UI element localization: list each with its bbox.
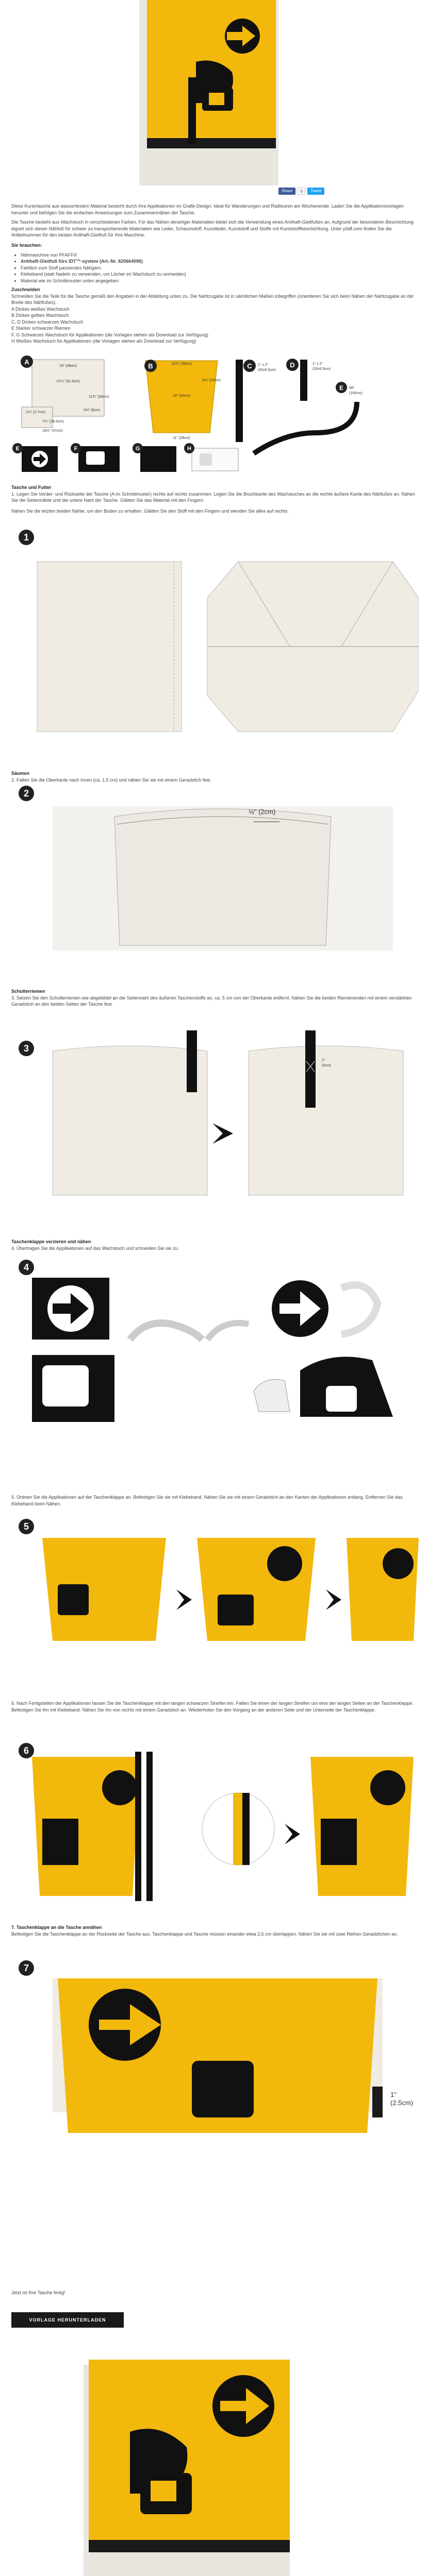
bag-step1b: Nähen Sie die letzten beiden Nähte, um den Boden zu erhalten. Glätten Sie den Stoff mit den Fingern und wenden Sie alles auf rechts. <box>11 508 289 514</box>
step-number-4: 4 <box>19 1260 34 1275</box>
attach-heading: 7. Taschenklappe an die Tasche annähen <box>11 1925 102 1930</box>
attach-measure-2: (2.5cm) <box>390 2099 414 2107</box>
step7-illustration <box>11 1958 419 2143</box>
pattern-label-h: H <box>187 446 191 452</box>
intro-paragraph-1: Diese Kuriertasche aus wasserfestem Material besticht durch ihre Applikationen im Grafik-Design. Ideal für Wanderungen und Radtouren am Wochenende. Laden Sie die Applikationsvorlagen herunter und befolgen Sie die einfachen Anweisungen zum Zusammennähen der Tasche. <box>11 204 404 215</box>
a-dim-bl1: 1⅛" (2.7cm) <box>26 411 45 414</box>
step2-illustration <box>11 786 419 951</box>
materials-item: • Nähmaschine von PFAFF® <box>21 252 419 259</box>
cutting-section <box>11 286 419 345</box>
seams-section <box>11 770 419 785</box>
a-dim-top: 19" (48cm) <box>59 364 77 368</box>
bag-heading: Tasche und Futter <box>11 485 52 490</box>
b-dim-top: 13¾" (35cm) <box>171 362 192 366</box>
step4-illustration <box>11 1257 419 1443</box>
pattern-label-d: D <box>290 361 295 369</box>
intro-text <box>11 203 419 240</box>
flap-step5: 5. Ordnen Sie die Applikationen auf der Taschenklappe an. Befestigen Sie sie mit Klebeband. Nähen Sie sie mit einem Geradstich an den Kanten der Applikationen entlang. Entfernen Sie das Klebeband beim Nähen. <box>11 1495 403 1506</box>
seams-step2: 2. Falten Sie die Oberkante nach innen (ca. 1,5 cm) und nähen Sie sie mit einem Geradstich fest. <box>11 777 211 783</box>
final-bag-photo <box>11 2344 419 2576</box>
pattern-label-a-text: A <box>24 358 29 366</box>
hero-bag-photo <box>0 0 428 185</box>
materials-item: • Material wie im Schnittmuster unten angegeben <box>21 278 419 284</box>
materials-item: • Farblich zum Stoff passendes Nähgarn <box>21 265 419 272</box>
b-dim-bottom: 11" (28cm) <box>173 436 190 440</box>
intro-paragraph-2: Die Tasche besteht aus Wachstuch in verschiedenen Farben. Für das Nähen derartiger Materialien bietet sich die Verwendung eines Antihaft-Gleitfußes an. Aufgrund der besonderen Beschichtung eignet sich dieser Nähfuß für schwer zu transportierende Materialien wie Leder, Schaumstoff, Kunstleder, Kunststoff und Stoffe mit Kunststoffbeschichtung. Unter pfaff.com finden Sie die Artikelnummer für den besten Antihaft-Gleitfuß für Ihre Maschine. <box>11 219 414 238</box>
flap-step6-text <box>11 1700 419 1715</box>
attach-measure-1: 1" <box>390 2091 397 2098</box>
cutting-heading: Zuschneiden <box>11 287 40 292</box>
pattern-label-g: G <box>135 446 140 452</box>
step-number-3: 3 <box>19 1041 34 1056</box>
share-count: 0 <box>298 188 305 195</box>
closing-done: Jetzt ist Ihre Tasche fertig! <box>11 2290 65 2295</box>
straps-measure-2: (5cm) <box>322 1064 331 1067</box>
b-dim-side: 9½" (24cm) <box>202 379 221 382</box>
flap-step4: 4. Übertragen Sie die Applikationen auf das Wachstuch und schneiden Sie sie zu. <box>11 1245 179 1251</box>
step5-illustration <box>11 1517 419 1651</box>
materials-list <box>21 252 419 284</box>
pattern-label-e: E <box>15 446 20 452</box>
closing-text <box>11 2290 419 2298</box>
step-number-7: 7 <box>19 1960 34 1976</box>
seams-heading: Säumen <box>11 771 30 776</box>
materials-item: • Klebeband (statt Nadeln zu verwenden, um Löcher im Wachstuch zu vermeiden) <box>21 271 419 278</box>
bag-section <box>11 484 419 516</box>
step6-illustration <box>11 1741 419 1906</box>
materials-heading: Sie brauchen: <box>11 243 42 248</box>
step3-illustration <box>11 1020 419 1206</box>
flap-step6: 6. Nach Fertigstellen der Applikationen fassen Sie die Taschenklappe mit den langen schwarzen Streifen ein. Falten Sie einen der langen Streifen um eine der langen Seiten an der Taschenklappe. Befestigen Sie ihn mit Klebeband. Nähen Sie ihn von rechts mit einem Geradstich an. Wiederholen Sie den Vorgang an der anderen Seite und der Unterseite der Taschenklappe. <box>11 1701 414 1713</box>
pattern-label-e-right: E <box>339 384 344 392</box>
pattern-label-b: B <box>148 362 153 370</box>
flap-heading: Taschenklappe verzieren und nähen <box>11 1239 91 1244</box>
step-number-1: 1 <box>19 530 34 545</box>
cutting-line: E Starker schwarzer Riemen <box>11 326 71 331</box>
cutting-line: B Dickes gelbes Wachstuch <box>11 313 69 318</box>
attach-section <box>11 1924 419 1939</box>
e-dim-1: 58" <box>349 386 355 390</box>
materials-item: • Antihaft-Gleitfuß fürs IDT™-system (Art.-Nr. 820664096) <box>21 258 419 265</box>
c-dim-2: (40x5.5cm) <box>258 368 276 372</box>
step-number-2: 2 <box>19 786 34 801</box>
materials-section <box>11 242 419 284</box>
pattern-diagram <box>11 350 419 477</box>
flap-step5-text <box>11 1494 419 1509</box>
step-number-6: 6 <box>19 1743 34 1758</box>
straps-heading: Schulterriemen <box>11 989 45 994</box>
cutting-line: Schneiden Sie die Teile für die Tasche gemäß den Angaben in der Abbildung unten zu. Die Nahtzugabe ist in sämtlichen Maßen inbegriffen (orientieren Sie sich beim Nähen der Nahtzugabe an der Breite des Nähfußes). <box>11 293 414 305</box>
facebook-share-button[interactable]: Share <box>278 188 295 195</box>
download-template-button[interactable]: VORLAGE HERUNTERLADEN <box>11 2312 124 2328</box>
straps-measure-1: 2" <box>322 1059 325 1062</box>
pattern-label-f: F <box>74 446 78 452</box>
cutting-line: F, G Schwarzes Wachstuch für Applikationen (die Vorlagen stehen als Download zur Verfügung) <box>11 332 208 337</box>
step-number-5: 5 <box>19 1519 34 1534</box>
a-dim-bl2: 7¼" (18.5cm) <box>42 420 64 423</box>
cutting-line: H Weißes Wachstuch für Applikationen (die Vorlagen stehen als Download zur Verfügung) <box>11 338 196 344</box>
tweet-button[interactable]: Tweet <box>307 188 324 195</box>
a-dim-small: 3⅛" (8cm) <box>84 409 101 412</box>
pattern-label-c: C <box>247 362 252 370</box>
c-dim-1: 1" x 2" <box>258 363 269 367</box>
flap-section <box>11 1239 419 1253</box>
seams-measure: ½" (2cm) <box>249 808 276 816</box>
a-dim-side: 11¾" (30cm) <box>89 395 109 399</box>
straps-step3: 3. Setzen Sie den Schulterriemen wie abgebildet an die Seitennaht des äußeren Taschenstoffs an, ca. 5 cm von der Oberkante entfernt. Nähen Sie die beiden Riemenenden mit einem verstärkten Geradstich an den beiden Seiten der Tasche fest. <box>11 995 412 1007</box>
step1-illustration <box>11 531 419 757</box>
attach-step7: Befestigen Sie die Taschenklappe an der Rückseite der Tasche aus. Taschenklappe und Tasche müssen einander etwa 2,5 cm überlappen. Nähen Sie sie mit zwei Reihen Geradstichen an. <box>11 1931 398 1937</box>
bag-step1: 1. Legen Sie Vorder- und Rückseite der Tasche (A im Schnittmuster) rechts auf rechts zusammen. Legen Sie die Bruchkante des Wachstuches an die rechte äußere Kante des Nähfußes an. Nähen Sie die Seitennähte und die untere Naht der Tasche. Glätten Sie das Material mit den Fingern. <box>11 491 415 503</box>
a-dim-bottom: 18½" (47cm) <box>42 429 63 433</box>
social-share-bar <box>278 188 324 195</box>
b-dim-mid: 16" (40cm) <box>173 394 190 398</box>
d-dim-1: 1" x 2" <box>312 362 323 366</box>
d-dim-2: (20x5.5cm) <box>312 367 331 371</box>
a-dim-mid: 12¼" (31.5cm) <box>56 380 80 383</box>
cutting-line: C, D Dickes schwarzes Wachstuch <box>11 319 84 325</box>
e-dim-2: (150cm) <box>349 392 363 395</box>
straps-section <box>11 988 419 1009</box>
cutting-line: A Dickes weißes Wachstuch <box>11 306 70 312</box>
